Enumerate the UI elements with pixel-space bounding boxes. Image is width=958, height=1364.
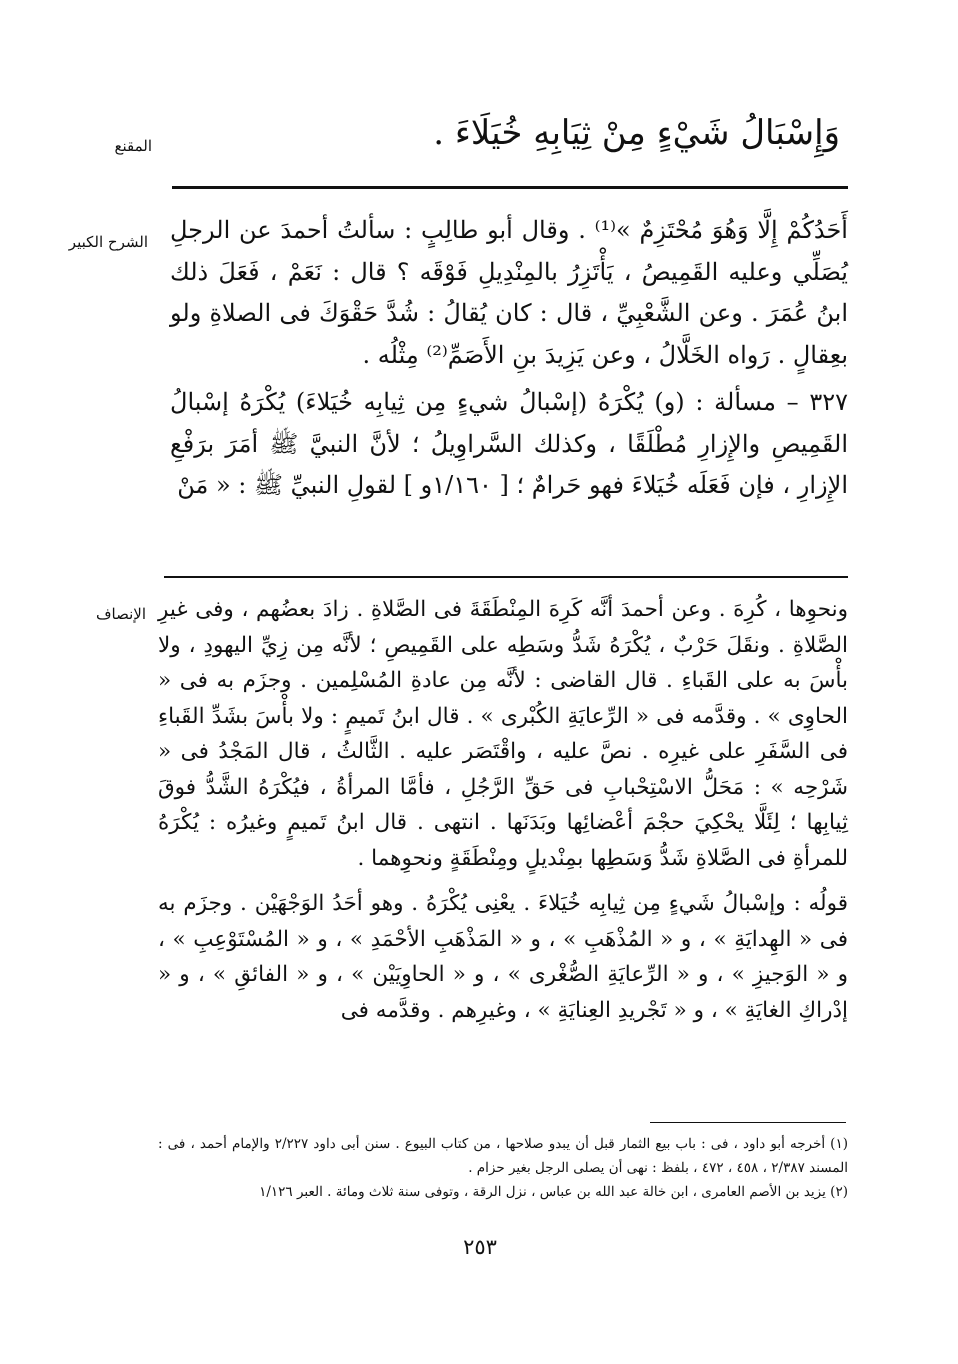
footnote-divider bbox=[650, 1122, 846, 1123]
insaf-section bbox=[158, 592, 848, 1028]
sharh-section bbox=[170, 210, 848, 507]
sharh-paragraph-1: أَحَدُكُمْ إِلَّا وَهُوَ مُحْتَزِمٌ »⁽¹⁾ . وقال أبو طالِبٍ : سألتُ أحمدَ عن الرجلِ يُصَلِّي وعليه القَمِيصُ ، يَأْتَزِرُ بالمِنْدِيلِ فَوْقَه ؟ قال : نَعَمْ ، فَعَلَ ذلك ابنُ عُمَرَ . وعن الشَّعْبِيِّ ، قال : كان يُقالُ : شُدَّ حَقْوَكَ فى الصلاةِ ولو بعِقالٍ . رَواه الخَلَّالُ ، وعن يَزِيدَ بنِ الأَصَمِّ⁽²⁾ مِثْلُه . bbox=[170, 216, 848, 369]
section-divider bbox=[164, 576, 848, 578]
matn-header-line: وَإِسْبَالُ شَيْءٍ مِنْ ثِيَابِهِ خُيَلَاءَ . bbox=[433, 113, 840, 153]
margin-label-sharh: الشرح الكبير bbox=[68, 233, 148, 251]
header-divider bbox=[172, 186, 848, 189]
footnote-1: (١) أخرجه أبو داود ، فى : باب بيع الثمار قبل أن يبدو صلاحها ، من كتاب البيوع . سنن أبى داود ٢/٢٢٧ والإمام أحمد ، فى : المسند ٢/٣٨٧ ، ٤٥٨ ، ٤٧٢ ، بلفظ : نهى أن يصلى الرجل بغير حزام . bbox=[158, 1136, 848, 1176]
footnote-2: (٢) يزيد بن الأصم العامرى ، ابن خالة عبد الله بن عباس ، نزل الرقة ، وتوفى سنة ثلاث ومائة . العبر ١/١٢٦ bbox=[259, 1184, 848, 1200]
page-number: ٢٥٣ bbox=[463, 1235, 497, 1259]
insaf-paragraph-2: قولُه : وإسْبالُ شَيءٍ مِن ثِيابِه خُيَلاءَ . يعْنِى يُكْرَهُ . وهو أحَدُ الوَجْهَيْن . وجزَم به فى « الهِدايَةِ » ، و « المُذْهَبِ » ، و « المَذْهَبِ الأحْمَدِ » ، و « المُسْتَوْعِبِ » ، و « الوَجيزِ » ، و « الرِّعايَةِ الصُّغْرى » ، و « الحاوِيَيْن » ، و « الفائقِ » ، و « إدْراكِ الغايَةِ » ، و « تَجْريدِ العِنايَةِ » ، وغيرِهم . وقدَّمه فى bbox=[158, 891, 848, 1023]
sharh-paragraph-2: ٣٢٧ – مسألة : (و) يُكْرَهُ (إسْبالُ شيءٍ مِن ثِيابِه خُيَلاءَ) يُكْرَهُ إسْبالُ القَمِيصِ والإِزارِ مُطْلَقًا ، وكذلك السَّراوِيلُ ؛ لأنَّ النبيَّ ﷺ أمَرَ برَفْعِ الإِزارِ ، فإن فَعَلَه خُيَلاءَ فهو حَرامٌ ؛ [ ١/١٦٠و ] لقولِ النبيِّ ﷺ : « مَنْ bbox=[170, 388, 848, 499]
margin-label-insaf: الإنصاف bbox=[95, 605, 146, 623]
insaf-paragraph-1: ونحوِها ، كُرِهَ . وعن أحمدَ أنَّه كَرِهَ المِنْطَقَةَ فى الصَّلاةِ . زادَ بعضُهم ، وفى غيرِ الصَّلاةِ . ونقَلَ حَرْبٌ ، يُكْرَهُ شَدُّ وسَطِه على القَمِيصِ ؛ لأنَّه مِن زِيِّ اليهودِ ، ولا بأْسَ به على القَباءِ . قال القاضى : لأنَّه مِن عادةِ المُسْلِمين . وجزَم به فى « الحاوِى » . وقدَّمه فى « الرِّعايَةِ الكُبْرى » . قال ابنُ تَميمٍ : ولا بأْسَ بشَدِّ القَباءِ فى السَّفَرِ على غيرِه . نصَّ عليه ، واقْتَصَر عليه . الثَّالثُ ، قال المَجْدُ فى « شَرْحِه » : مَحَلُّ الاسْتِحْبابِ فى حَقِّ الرَّجُلِ ، فأمَّا المرأةُ ، فيُكْرَهُ الشَّدُّ فوقَ ثِيابِها ؛ لِئَلَّا يحْكِيَ حجْمَ أعْضائِها وبَدَنَها . انتهى . قال ابنُ تَميمٍ وغيرُه : يُكْرَهُ للمرأةِ فى الصَّلاةِ شَدُّ وَسَطِها بمِنْديلٍ ومِنْطَقَةٍ ونحوِهما . bbox=[158, 597, 848, 871]
footnotes bbox=[158, 1132, 848, 1204]
margin-label-muqni: المقنع bbox=[114, 137, 152, 155]
